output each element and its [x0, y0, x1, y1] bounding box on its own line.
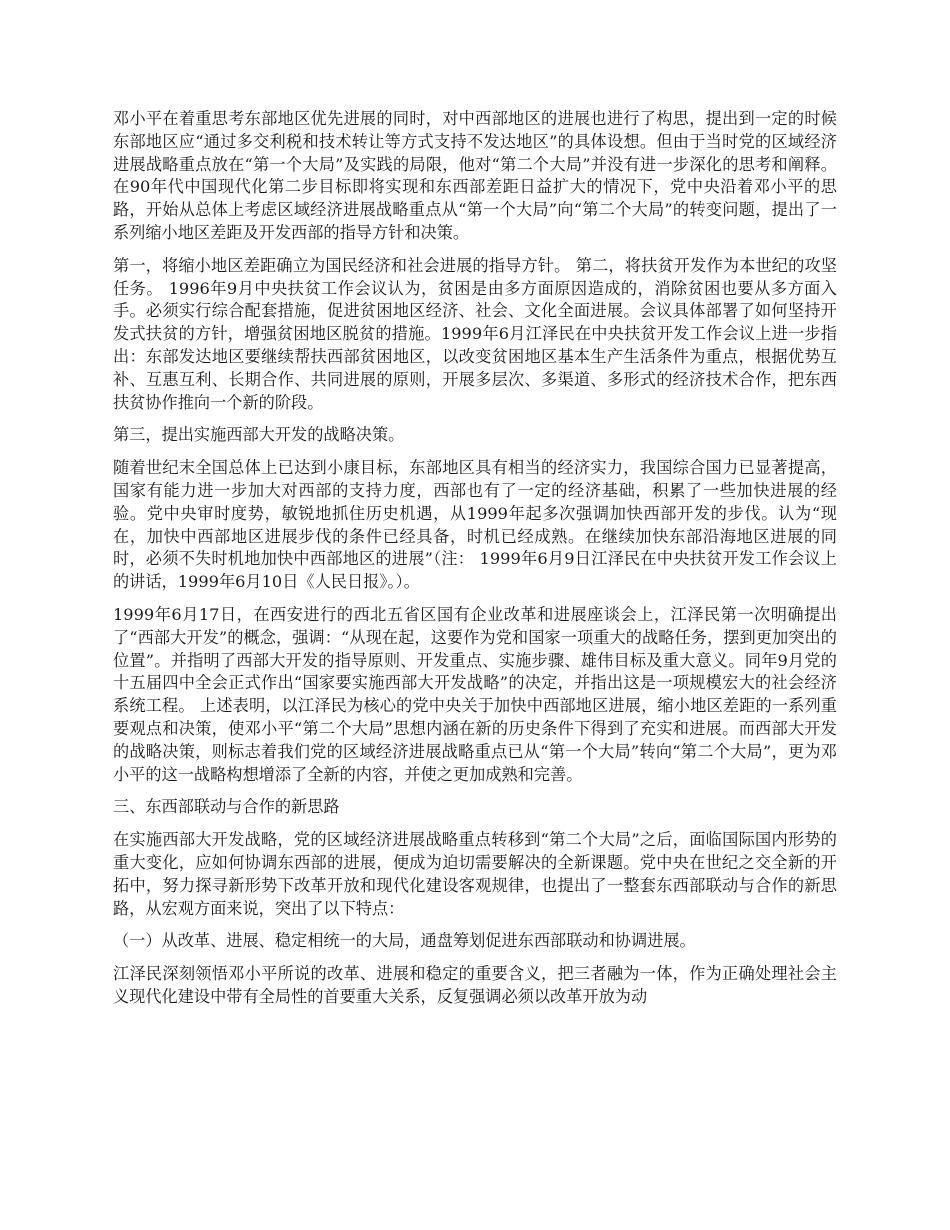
paragraph-third-western-development: 第三，提出实施西部大开发的战略决策。 — [113, 425, 405, 445]
paragraph-xian-symposium: 1999年6月17日，在西安进行的西北五省区国有企业改革和进展座谈会上，江泽民第一次明确提出了“西部大开发”的概念，强调：“从现在起，这要作为党和国家一项重大的战略任务，摆到更加突出的位置”。并指明了西部大开发的指导原则、开发重点、实施步骤、雄伟目标及重大意义。同年9月党的十五届四中全会正式作出“国家要实施西部大开发战略”的决定，并指出这是一项规模宏大的社会经济系统工程。 上述表明，以江泽民为核心的党中央关于加快中西部地区进展，缩小地区差距的一系列重要观点和决策，使邓小平“第二个大局”思想内涵在新的历史条件下得到了充实和进展。而西部大开发的战略决策，则标志着我们党的区域经济进展战略重点已从“第一个大局”转向“第二个大局”，更为邓小平的这一战略构想增添了全新的内容，并使之更加成熟和完善。 — [113, 604, 837, 784]
subheading-reform-development-stability: （一）从改革、进展、稳定相统一的大局，通盘筹划促进东西部联动和协调进展。 — [113, 931, 696, 951]
paragraph-jiang-understanding: 江泽民深刻领悟邓小平所说的改革、进展和稳定的重要含义，把三者融为一体，作为正确处理社会主义现代化建设中带有全局性的首要重大关系，反复强调必须以改革开放为动 — [113, 964, 837, 1006]
section-heading-east-west-cooperation: 三、东西部联动与合作的新思路 — [113, 797, 340, 817]
paragraph-deng-east-west-vision: 邓小平在着重思考东部地区优先进展的同时，对中西部地区的进展也进行了构思，提出到一定的时候东部地区应“通过多交利税和技术转让等方式支持不发达地区”的具体设想。但由于当时党的区域经济进展战略重点放在“第一个大局”及实践的局限，他对“第二个大局”并没有进一步深化的思考和阐释。在90年代中国现代化第二步目标即将实现和东西部差距日益扩大的情况下，党中央沿着邓小平的思路，开始从总体上考虑区域经济进展战略重点从“第一个大局”向“第二个大局”的转变问题，提出了一系列缩小地区差距及开发西部的指导方针和决策。 — [113, 109, 837, 242]
paragraph-first-second-guidelines: 第一，将缩小地区差距确立为国民经济和社会进展的指导方针。 第二，将扶贫开发作为本世纪的攻坚任务。 1996年9月中央扶贫工作会议认为，贫困是由多方面原因造成的，消除贫困也要从多方面入手。必须实行综合配套措施，促进贫困地区经济、社会、文化全面进展。会议具体部署了如何坚持开发式扶贫的方针，增强贫困地区脱贫的措施。1999年6月江泽民在中央扶贫开发工作会议上进一步指出：东部发达地区要继续帮扶西部贫困地区，以改变贫困地区基本生产生活条件为重点，根据优势互补、互惠互利、长期合作、共同进展的原则，开展多层次、多渠道、多形式的经济技术合作，把东西扶贫协作推向一个新的阶段。 — [113, 255, 837, 412]
document-body — [113, 108, 837, 1009]
paragraph-xiaokang-conditions: 随着世纪末全国总体上已达到小康目标，东部地区具有相当的经济实力，我国综合国力已显著提高，国家有能力进一步加大对西部的支持力度，西部也有了一定的经济基础，积累了一些加快进展的经验。党中央审时度势，敏锐地抓住历史机遇，从1999年起多次强调加快西部开发的步伐。认为“现在，加快中西部地区进展步伐的条件已经具备，时机已经成熟。在继续加快东部沿海地区进展的同时，必须不失时机地加快中西部地区的进展”（注： 1999年6月9日江泽民在中央扶贫开发工作会议上的讲话，1999年6月10日《人民日报》。）。 — [113, 458, 837, 592]
paragraph-new-thinking-intro: 在实施西部大开发战略，党的区域经济进展战略重点转移到“第二个大局”之后，面临国际国内形势的重大变化，应如何协调东西部的进展，便成为迫切需要解决的全新课题。党中央在世纪之交全新的开拓中，努力探寻新形势下改革开放和现代化建设客观规律，也提出了一整套东西部联动与合作的新思路，从宏观方面来说，突出了以下特点： — [113, 830, 837, 918]
